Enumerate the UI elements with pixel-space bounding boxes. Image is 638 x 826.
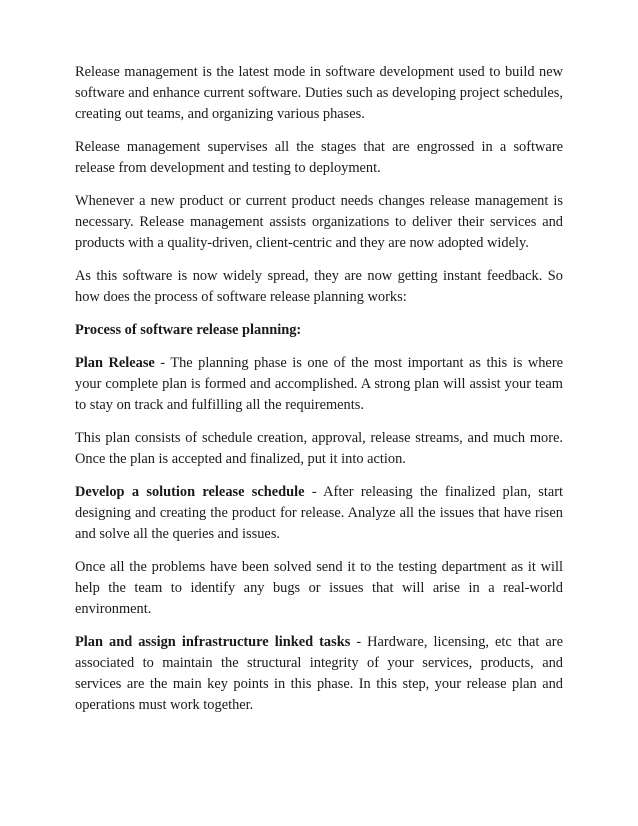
- infrastructure-lead: Plan and assign infrastructure linked tasks: [75, 634, 351, 650]
- document-page: [75, 62, 563, 728]
- intro-paragraph-2: Release management supervises all the stages that are engrossed in a software release from development and testing to deployment.: [75, 139, 563, 176]
- develop-schedule-paragraph: [75, 482, 563, 545]
- plan-release-lead: Plan Release: [75, 355, 155, 371]
- once-solved-paragraph: Once all the problems have been solved send it to the testing department as it will help the team to identify any bugs or issues that will arise in a real-world environment.: [75, 559, 563, 617]
- develop-schedule-lead: Develop a solution release schedule: [75, 484, 305, 500]
- intro-paragraph-4: As this software is now widely spread, they are now getting instant feedback. So how does the process of software release planning works:: [75, 268, 563, 305]
- plan-release-text: - The planning phase is one of the most important as this is where your complete plan is formed and accomplished. A strong plan will assist your team to stay on track and fulfilling all the requirements.: [75, 355, 563, 413]
- plan-consists-paragraph: This plan consists of schedule creation, approval, release streams, and much more. Once the plan is accepted and finalized, put it into action.: [75, 430, 563, 467]
- infrastructure-text: - Hardware, licensing, etc that are associated to maintain the structural integrity of your services, products, and services are the main key points in this phase. In this step, your release plan and operations must work together.: [75, 634, 563, 713]
- intro-paragraph-3: Whenever a new product or current product needs changes release management is necessary. Release management assists organizations to deliver their services and products with a quality-driven, client-centric and they are now adopted widely.: [75, 193, 563, 251]
- intro-paragraph-1: Release management is the latest mode in software development used to build new software and enhance current software. Duties such as developing project schedules, creating out teams, and organizing various phases.: [75, 64, 563, 122]
- plan-release-paragraph: [75, 353, 563, 416]
- develop-schedule-text: - After releasing the finalized plan, start designing and creating the product for release. Analyze all the issues that have risen and solve all the queries and issues.: [75, 484, 563, 542]
- infrastructure-paragraph: [75, 632, 563, 716]
- section-heading: Process of software release planning:: [75, 322, 302, 338]
